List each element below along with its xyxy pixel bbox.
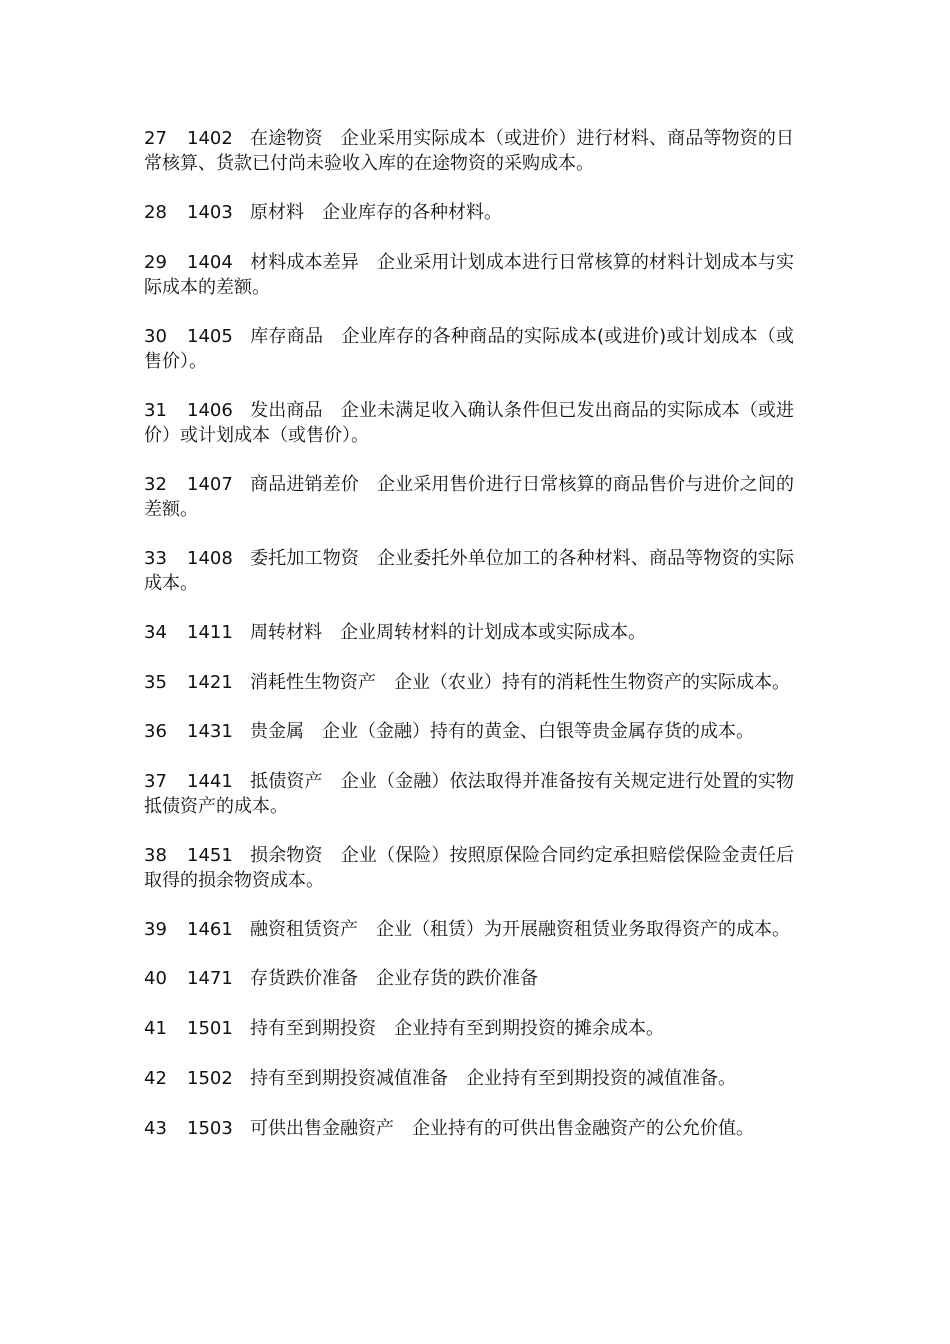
account-name: 发出商品 xyxy=(250,400,323,421)
account-entry xyxy=(144,1116,794,1141)
account-name: 周转材料 xyxy=(250,622,322,643)
account-entry xyxy=(144,1016,794,1041)
account-description: 企业（租赁）为开展融资租赁业务取得资产的成本。 xyxy=(376,919,790,940)
entry-number: 31 xyxy=(144,400,167,421)
account-description: 企业采用计划成本进行日常核算的材料计划成本与实际成本的差额。 xyxy=(144,252,795,298)
account-description: 企业采用售价进行日常核算的商品售价与进价之间的差额。 xyxy=(144,474,795,520)
account-entry xyxy=(144,546,794,596)
account-code: 1407 xyxy=(187,474,233,495)
entry-number: 40 xyxy=(144,968,167,989)
entry-number: 43 xyxy=(144,1118,167,1139)
account-name: 贵金属 xyxy=(250,721,304,742)
account-name: 持有至到期投资 xyxy=(250,1018,376,1039)
entry-number: 42 xyxy=(144,1068,167,1089)
account-code: 1441 xyxy=(187,771,233,792)
account-code: 1406 xyxy=(187,400,233,421)
entry-number: 28 xyxy=(144,202,167,223)
account-name: 消耗性生物资产 xyxy=(250,672,376,693)
account-description: 企业（金融）依法取得并准备按有关规定进行处置的实物抵债资产的成本。 xyxy=(144,771,795,817)
entry-number: 32 xyxy=(144,474,167,495)
account-name: 商品进销差价 xyxy=(250,474,359,495)
account-code: 1421 xyxy=(187,672,233,693)
account-name: 损余物资 xyxy=(250,845,323,866)
account-description: 企业（金融）持有的黄金、白银等贵金属存货的成本。 xyxy=(322,721,754,742)
account-entry xyxy=(144,200,794,225)
account-description: 企业采用实际成本（或进价）进行材料、商品等物资的日常核算、货款已付尚未验收入库的在途物资的采购成本。 xyxy=(144,128,795,174)
account-entry xyxy=(144,966,794,991)
entry-number: 41 xyxy=(144,1018,167,1039)
account-entry xyxy=(144,843,794,893)
account-name: 材料成本差异 xyxy=(250,252,359,273)
account-name: 抵债资产 xyxy=(250,771,323,792)
account-description: 企业周转材料的计划成本或实际成本。 xyxy=(340,622,646,643)
account-entry xyxy=(144,769,794,819)
account-description: 企业委托外单位加工的各种材料、商品等物资的实际成本。 xyxy=(144,548,795,594)
account-entry xyxy=(144,472,794,522)
account-code: 1402 xyxy=(187,128,233,149)
account-code: 1404 xyxy=(187,252,233,273)
account-entry xyxy=(144,324,794,374)
account-code: 1431 xyxy=(187,721,233,742)
account-code: 1408 xyxy=(187,548,233,569)
account-description: 企业（农业）持有的消耗性生物资产的实际成本。 xyxy=(394,672,790,693)
account-name: 存货跌价准备 xyxy=(250,968,358,989)
entry-number: 34 xyxy=(144,622,167,643)
account-code: 1501 xyxy=(187,1018,233,1039)
account-entry xyxy=(144,670,794,695)
account-code: 1451 xyxy=(187,845,233,866)
account-name: 融资租赁资产 xyxy=(250,919,358,940)
account-description: 企业持有至到期投资的摊余成本。 xyxy=(394,1018,664,1039)
account-code: 1403 xyxy=(187,202,233,223)
account-entry xyxy=(144,126,794,176)
account-description: 企业存货的跌价准备 xyxy=(376,968,538,989)
entry-number: 39 xyxy=(144,919,167,940)
account-description: 企业持有的可供出售金融资产的公允价值。 xyxy=(412,1118,754,1139)
account-entry xyxy=(144,620,794,645)
account-entry xyxy=(144,1066,794,1091)
account-entry xyxy=(144,398,794,448)
entry-number: 38 xyxy=(144,845,167,866)
entry-number: 37 xyxy=(144,771,167,792)
account-entry xyxy=(144,719,794,744)
entry-number: 35 xyxy=(144,672,167,693)
document-page xyxy=(144,126,794,1166)
account-name: 库存商品 xyxy=(250,326,324,347)
account-description: 企业（保险）按照原保险合同约定承担赔偿保险金责任后取得的损余物资成本。 xyxy=(144,845,795,891)
entry-number: 27 xyxy=(144,128,167,149)
account-code: 1405 xyxy=(187,326,233,347)
account-code: 1502 xyxy=(187,1068,233,1089)
account-name: 持有至到期投资减值准备 xyxy=(250,1068,448,1089)
entry-number: 36 xyxy=(144,721,167,742)
account-name: 委托加工物资 xyxy=(250,548,359,569)
entry-number: 29 xyxy=(144,252,167,273)
entry-number: 30 xyxy=(144,326,167,347)
account-entry xyxy=(144,250,794,300)
account-code: 1461 xyxy=(187,919,233,940)
account-code: 1411 xyxy=(187,622,233,643)
entry-number: 33 xyxy=(144,548,167,569)
account-description: 企业未满足收入确认条件但已发出商品的实际成本（或进价）或计划成本（或售价）。 xyxy=(144,400,795,446)
account-description: 企业库存的各种材料。 xyxy=(322,202,502,223)
account-entry xyxy=(144,917,794,942)
account-name: 原材料 xyxy=(250,202,304,223)
account-description: 企业持有至到期投资的减值准备。 xyxy=(466,1068,736,1089)
account-name: 在途物资 xyxy=(250,128,323,149)
account-description: 企业库存的各种商品的实际成本(或进价)或计划成本（或售价）。 xyxy=(144,326,794,372)
account-name: 可供出售金融资产 xyxy=(250,1118,394,1139)
account-code: 1471 xyxy=(187,968,233,989)
account-code: 1503 xyxy=(187,1118,233,1139)
